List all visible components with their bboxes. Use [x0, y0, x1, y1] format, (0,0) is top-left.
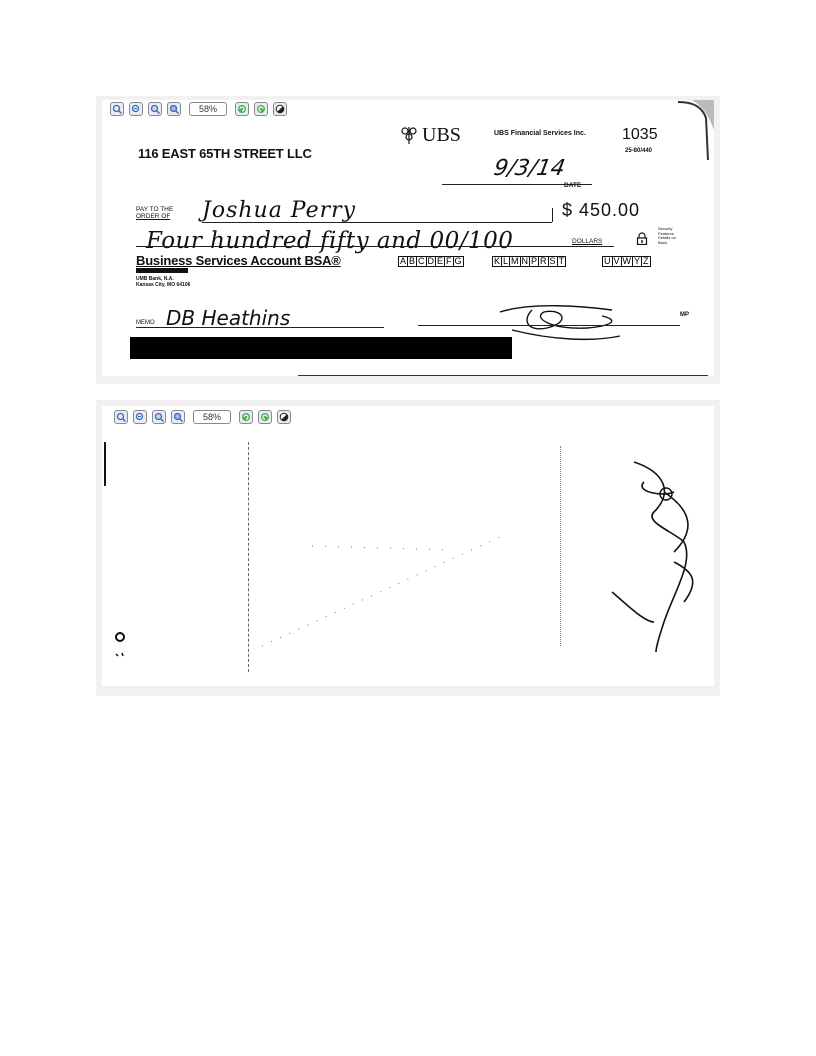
account-number-redaction [136, 268, 188, 273]
check-number: 1035 [622, 126, 658, 143]
zoom-fit-icon[interactable] [148, 102, 162, 116]
amount-in-words: Four hundred fifty and 00/100 [146, 228, 514, 254]
check-bottom-edge [298, 375, 708, 376]
torn-corner [678, 100, 714, 160]
date-label: DATE [564, 182, 582, 189]
payee-bracket [552, 208, 553, 222]
check-front-image [102, 100, 714, 376]
dollars-label: DOLLARS [572, 238, 603, 245]
rotate-left-icon[interactable] [235, 102, 249, 116]
contrast-icon[interactable] [277, 410, 291, 424]
check-front-panel [96, 96, 720, 384]
rotate-right-icon[interactable] [258, 410, 272, 424]
micr-line-redaction [130, 337, 512, 359]
zoom-out-icon[interactable] [129, 102, 143, 116]
endorsement-area-line [248, 442, 249, 672]
back-divider-line [560, 446, 561, 646]
image-toolbar-back [114, 410, 291, 424]
security-note: Security Features Details on Back. [658, 226, 676, 245]
zoom-level: 58% [193, 410, 231, 424]
back-speckles [252, 526, 512, 666]
edge-mark [104, 442, 106, 486]
check-amount: $ 450.00 [562, 200, 641, 220]
signature-line [418, 325, 680, 326]
padlock-icon [636, 232, 648, 245]
rotate-right-icon[interactable] [254, 102, 268, 116]
payee-name: Joshua Perry [202, 198, 357, 223]
bank-keys-logo-icon [399, 125, 419, 145]
zoom-actual-icon[interactable] [167, 102, 181, 116]
back-marks [114, 632, 128, 662]
letter-boxes-1: A B C D E F G [400, 256, 462, 266]
bank-address: UMB Bank, N.A. Kansas City, MO 64106 [136, 276, 191, 288]
zoom-in-icon[interactable] [114, 410, 128, 424]
check-date: 9/3/14 [491, 156, 568, 181]
routing-fraction: 25-80/440 [625, 148, 653, 154]
zoom-in-icon[interactable] [110, 102, 124, 116]
endorsement-signature [604, 452, 704, 652]
image-toolbar [110, 102, 287, 116]
amount-words-line [136, 246, 614, 247]
bank-subtitle: UBS Financial Services Inc. [494, 130, 586, 137]
payee-line [202, 222, 552, 223]
mp-mark: MP [680, 312, 689, 318]
zoom-fit-icon[interactable] [152, 410, 166, 424]
zoom-actual-icon[interactable] [171, 410, 185, 424]
check-back-image [102, 406, 714, 686]
zoom-out-icon[interactable] [133, 410, 147, 424]
letter-boxes-3: U V W Y Z [604, 256, 649, 266]
memo-line [136, 327, 384, 328]
contrast-icon[interactable] [273, 102, 287, 116]
letter-boxes-2: K L M N P R S T [494, 256, 565, 266]
memo-label: MEMO [136, 320, 155, 326]
rotate-left-icon[interactable] [239, 410, 253, 424]
memo-text: DB Heathins [166, 306, 291, 330]
company-name: 116 EAST 65TH STREET LLC [138, 146, 312, 161]
zoom-level: 58% [189, 102, 227, 116]
pay-to-label: PAY TO THE ORDER OF [136, 206, 174, 220]
account-name: Business Services Account BSA® [136, 253, 341, 268]
bank-name: UBS [422, 124, 461, 146]
check-back-panel [96, 400, 720, 696]
